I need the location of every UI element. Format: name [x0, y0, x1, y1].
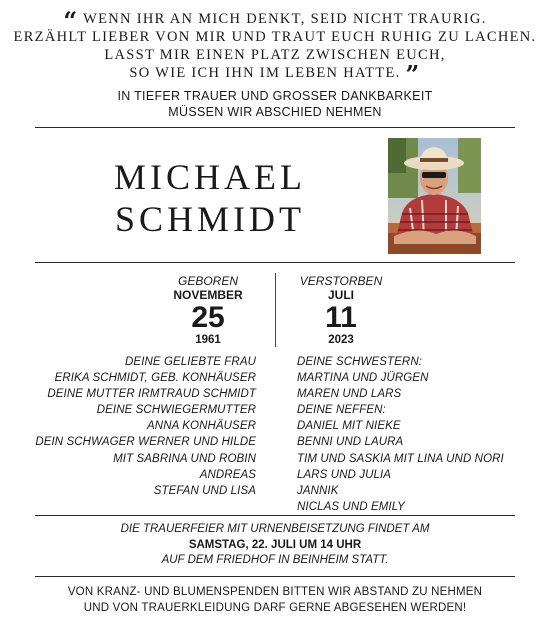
list-item: ERIKA SCHMIDT, GEB. KONHÄUSER: [54, 372, 256, 385]
last-name: SCHMIDT: [114, 199, 306, 239]
died-day: 11: [325, 301, 357, 334]
closing-line-1: VON KRANZ- UND BLUMENSPENDEN BITTEN WIR ABSTAND ZU NEHMEN: [67, 586, 483, 598]
died-label: VERSTORBEN: [299, 274, 383, 288]
list-item: BENNI UND LAURA: [297, 436, 404, 449]
death-date: [276, 274, 406, 347]
close-quote-icon: ”: [405, 60, 421, 89]
service-line-1: DIE TRAUERFEIER MIT URNENBEISETZUNG FINDET AM: [120, 523, 430, 535]
quote-line-4: SO WIE ICH IHN IM LEBEN HATTE. ”: [129, 60, 421, 89]
service-line-3: AUF DEM FRIEDHOF IN BEINHEIM STATT.: [161, 554, 389, 566]
intro-text: [0, 88, 550, 120]
closing-note: [0, 584, 550, 616]
born-day: 25: [191, 301, 225, 334]
list-item: ANNA KONHÄUSER: [147, 420, 256, 433]
list-item: DEINE NEFFEN:: [297, 404, 386, 417]
quote-line-3: LASST MIR EINEN PLATZ ZWISCHEN EUCH,: [104, 47, 446, 63]
list-item: NICLAS UND EMILY: [297, 500, 405, 513]
divider-name: [35, 262, 515, 263]
born-label: GEBOREN: [177, 274, 238, 288]
list-item: TIM UND SASKIA MIT LINA UND NORI: [297, 452, 504, 465]
divider-top: [35, 127, 515, 128]
portrait-man-with-hat-icon: [388, 138, 481, 254]
born-year: 1961: [195, 334, 221, 346]
family-list-left: [35, 354, 256, 499]
list-item: DEINE SCHWESTERN:: [297, 356, 423, 368]
intro-line-2: MÜSSEN WIR ABSCHIED NEHMEN: [168, 105, 382, 119]
died-month: JULI: [327, 288, 354, 302]
list-item: DEINE SCHWIEGERMUTTER: [96, 404, 256, 417]
service-date-time: SAMSTAG, 22. JULI UM 14 UHR: [188, 538, 362, 551]
list-item: LARS UND JULIA: [297, 468, 392, 481]
list-item: MARTINA UND JÜRGEN: [297, 372, 429, 385]
family-list-right: [297, 354, 504, 515]
deceased-name: [90, 156, 330, 240]
quote-line-2: ERZÄHLT LIEBER VON MIR UND TRAUT EUCH RUHIG ZU LACHEN.: [13, 29, 537, 45]
list-item: DEINE GELIEBTE FRAU: [125, 356, 256, 368]
list-item: DANIEL MIT NIEKE: [297, 420, 401, 433]
funeral-service-info: [0, 522, 550, 569]
list-item: MAREN UND LARS: [297, 388, 402, 401]
divider-family: [35, 515, 515, 516]
list-item: STEFAN UND LISA: [153, 484, 256, 497]
intro-line-1: IN TIEFER TRAUER UND GROSSER DANKBARKEIT: [117, 89, 433, 103]
first-name: MICHAEL: [114, 157, 306, 197]
closing-line-2: UND VON TRAUERKLEIDUNG DARF GERNE ABGESEHEN WERDEN!: [83, 602, 467, 614]
quote-block: [0, 6, 550, 89]
quote-line-1: “ WENN IHR AN MICH DENKT, SEID NICHT TRAURIG.: [63, 6, 487, 35]
died-year: 2023: [328, 334, 354, 346]
divider-service: [35, 576, 515, 577]
open-quote-icon: “: [63, 6, 79, 35]
portrait-photo: [388, 138, 481, 254]
born-month: NOVEMBER: [173, 288, 243, 302]
list-item: JANNIK: [297, 484, 339, 497]
list-item: DEIN SCHWAGER WERNER UND HILDE: [35, 436, 256, 449]
birth-date: [143, 274, 273, 347]
list-item: ANDREAS: [199, 468, 256, 481]
list-item: DEINE MUTTER IRMTRAUD SCHMIDT: [47, 388, 256, 401]
list-item: MIT SABRINA UND ROBIN: [113, 452, 256, 465]
